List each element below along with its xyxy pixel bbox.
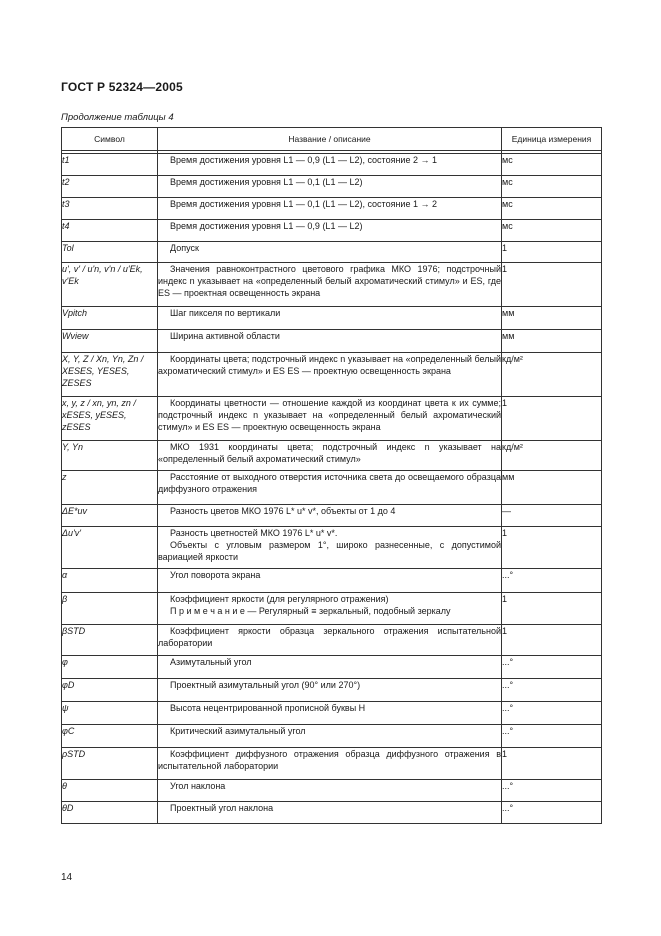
row-description	[158, 330, 502, 353]
table-row	[62, 471, 602, 505]
description-paragraph: Разность цветностей МКО 1976 L* u* v*.	[170, 528, 338, 538]
description-paragraph: Ширина активной области	[170, 331, 280, 341]
row-unit: 1	[502, 263, 602, 307]
row-symbol: Tol	[62, 242, 158, 263]
row-description	[158, 625, 502, 656]
row-symbol: t4	[62, 220, 158, 242]
row-symbol: ψ	[62, 702, 158, 725]
description-paragraph: Шаг пикселя по вертикали	[170, 308, 281, 318]
table-row	[62, 780, 602, 802]
column-header-symbol: Символ	[62, 128, 158, 151]
row-description	[158, 263, 502, 307]
row-unit: 1	[502, 397, 602, 441]
row-description	[158, 702, 502, 725]
row-unit: 1	[502, 593, 602, 625]
row-unit: ...°	[502, 702, 602, 725]
row-symbol: Vpitch	[62, 307, 158, 330]
table-row	[62, 441, 602, 471]
description-paragraph: Время достижения уровня L1 — 0,9 (L1 — L2)	[170, 221, 363, 231]
table-row	[62, 569, 602, 593]
row-symbol: φC	[62, 725, 158, 748]
row-description	[158, 505, 502, 527]
table-row	[62, 679, 602, 702]
table-row	[62, 625, 602, 656]
row-symbol: x, y, z / xn, yn, zn / xESES, yESES, zESES	[62, 397, 158, 441]
table-row	[62, 527, 602, 569]
symbols-table	[61, 127, 602, 824]
row-description	[158, 198, 502, 220]
row-description	[158, 353, 502, 397]
description-paragraph: Высота нецентрированной прописной буквы Н	[170, 703, 366, 713]
table-row	[62, 353, 602, 397]
row-unit: мс	[502, 220, 602, 242]
row-symbol: X, Y, Z / Xn, Yn, Zn / XESES, YESES, ZESES	[62, 353, 158, 397]
row-description	[158, 656, 502, 679]
row-symbol: α	[62, 569, 158, 593]
description-paragraph: Коэффициент диффузного отражения образца диффузного отражения в испытательной лаборатории	[158, 749, 501, 771]
page-number: 14	[61, 872, 73, 883]
row-unit: мс	[502, 176, 602, 198]
row-symbol: z	[62, 471, 158, 505]
row-description	[158, 242, 502, 263]
description-paragraph: Время достижения уровня L1 — 0,1 (L1 — L2)	[170, 177, 363, 187]
table-row	[62, 154, 602, 176]
row-description	[158, 725, 502, 748]
column-header-description: Название / описание	[158, 128, 502, 151]
row-symbol: Y, Yn	[62, 441, 158, 471]
table-row	[62, 330, 602, 353]
row-symbol: θD	[62, 802, 158, 824]
row-unit: ...°	[502, 569, 602, 593]
description-paragraph: Время достижения уровня L1 — 0,9 (L1 — L2), состояние 2 → 1	[170, 155, 437, 165]
row-unit: 1	[502, 625, 602, 656]
row-unit: —	[502, 505, 602, 527]
table-row	[62, 725, 602, 748]
description-paragraph: Проектный азимутальный угол (90° или 270°)	[170, 680, 361, 690]
table-row	[62, 593, 602, 625]
table-continuation-caption: Продолжение таблицы 4	[61, 112, 174, 123]
description-paragraph: Значения равноконтрастного цветового графика МКО 1976; подстрочный индекс n указывает на «определенный белый ахроматический стимул» и ES, где ES — проектная освещенность экрана	[158, 264, 501, 298]
description-paragraph: Время достижения уровня L1 — 0,1 (L1 — L2), состояние 1 → 2	[170, 199, 437, 209]
description-paragraph: Угол наклона	[170, 781, 226, 791]
table-row	[62, 263, 602, 307]
row-description	[158, 471, 502, 505]
table-row	[62, 505, 602, 527]
row-description	[158, 307, 502, 330]
row-description	[158, 397, 502, 441]
row-unit: кд/м²	[502, 441, 602, 471]
description-paragraph: Координаты цвета; подстрочный индекс n указывает на «определенный белый ахроматический стимул» и ES ES — проектную освещенность экрана	[158, 354, 501, 376]
table-body	[62, 151, 602, 824]
row-symbol: u', v' / u'n, v'n / u'Ek, v'Ek	[62, 263, 158, 307]
row-unit: ...°	[502, 679, 602, 702]
description-paragraph: Объекты с угловым размером 1°, широко разнесенные, с допустимой вариацией яркости	[158, 540, 501, 562]
description-paragraph: Коэффициент яркости (для регулярного отражения)	[170, 594, 389, 604]
row-unit: ...°	[502, 780, 602, 802]
row-symbol: ρSTD	[62, 748, 158, 780]
description-paragraph: Критический азимутальный угол	[170, 726, 306, 736]
row-symbol: t2	[62, 176, 158, 198]
row-symbol: β	[62, 593, 158, 625]
row-description	[158, 802, 502, 824]
row-unit: 1	[502, 748, 602, 780]
table-row	[62, 656, 602, 679]
description-paragraph: Проектный угол наклона	[170, 803, 274, 813]
row-unit: мм	[502, 307, 602, 330]
row-description	[158, 679, 502, 702]
row-description	[158, 780, 502, 802]
row-unit: ...°	[502, 725, 602, 748]
table-row	[62, 397, 602, 441]
row-unit: кд/м²	[502, 353, 602, 397]
row-unit: мс	[502, 198, 602, 220]
table-row	[62, 307, 602, 330]
table-row	[62, 748, 602, 780]
description-paragraph: Допуск	[170, 243, 199, 253]
row-unit: 1	[502, 527, 602, 569]
row-symbol: Δu'v'	[62, 527, 158, 569]
description-paragraph: Коэффициент яркости образца зеркального отражения испытательной лаборатории	[158, 626, 501, 648]
row-unit: мс	[502, 154, 602, 176]
column-header-unit: Единица измерения	[502, 128, 602, 151]
table-row	[62, 176, 602, 198]
row-symbol: ΔE*uv	[62, 505, 158, 527]
description-paragraph: Азимутальный угол	[170, 657, 252, 667]
description-paragraph: Разность цветов МКО 1976 L* u* v*, объекты от 1 до 4	[170, 506, 396, 516]
row-symbol: t1	[62, 154, 158, 176]
table-row	[62, 198, 602, 220]
table-row	[62, 220, 602, 242]
row-description	[158, 569, 502, 593]
description-paragraph: П р и м е ч а н и е — Регулярный ≡ зеркальный, подобный зеркалу	[170, 606, 451, 616]
row-description	[158, 593, 502, 625]
row-symbol: βSTD	[62, 625, 158, 656]
description-paragraph: Угол поворота экрана	[170, 570, 261, 580]
row-description	[158, 527, 502, 569]
description-paragraph: МКО 1931 координаты цвета; подстрочный индекс n указывает на «определенный белый ахроматический стимул»	[158, 442, 501, 464]
row-symbol: φD	[62, 679, 158, 702]
row-symbol: θ	[62, 780, 158, 802]
description-paragraph: Расстояние от выходного отверстия источника света до освещаемого образца диффузного отражения	[158, 472, 501, 494]
row-description	[158, 154, 502, 176]
row-description	[158, 176, 502, 198]
row-unit: мм	[502, 330, 602, 353]
row-description	[158, 220, 502, 242]
row-description	[158, 441, 502, 471]
row-description	[158, 748, 502, 780]
row-symbol: t3	[62, 198, 158, 220]
table-row	[62, 702, 602, 725]
row-unit: 1	[502, 242, 602, 263]
row-symbol: Wview	[62, 330, 158, 353]
row-unit: ...°	[502, 802, 602, 824]
table-row	[62, 242, 602, 263]
row-unit: ...°	[502, 656, 602, 679]
description-paragraph: Координаты цветности — отношение каждой из координат цвета к их сумме; подстрочный индекс n указывает на «определенный белый ахроматический стимул» и ES ES — проектную освещенность экрана	[158, 398, 501, 432]
table-row	[62, 802, 602, 824]
table-header-row	[62, 128, 602, 151]
row-unit: мм	[502, 471, 602, 505]
document-title: ГОСТ Р 52324—2005	[61, 80, 183, 94]
row-symbol: φ	[62, 656, 158, 679]
